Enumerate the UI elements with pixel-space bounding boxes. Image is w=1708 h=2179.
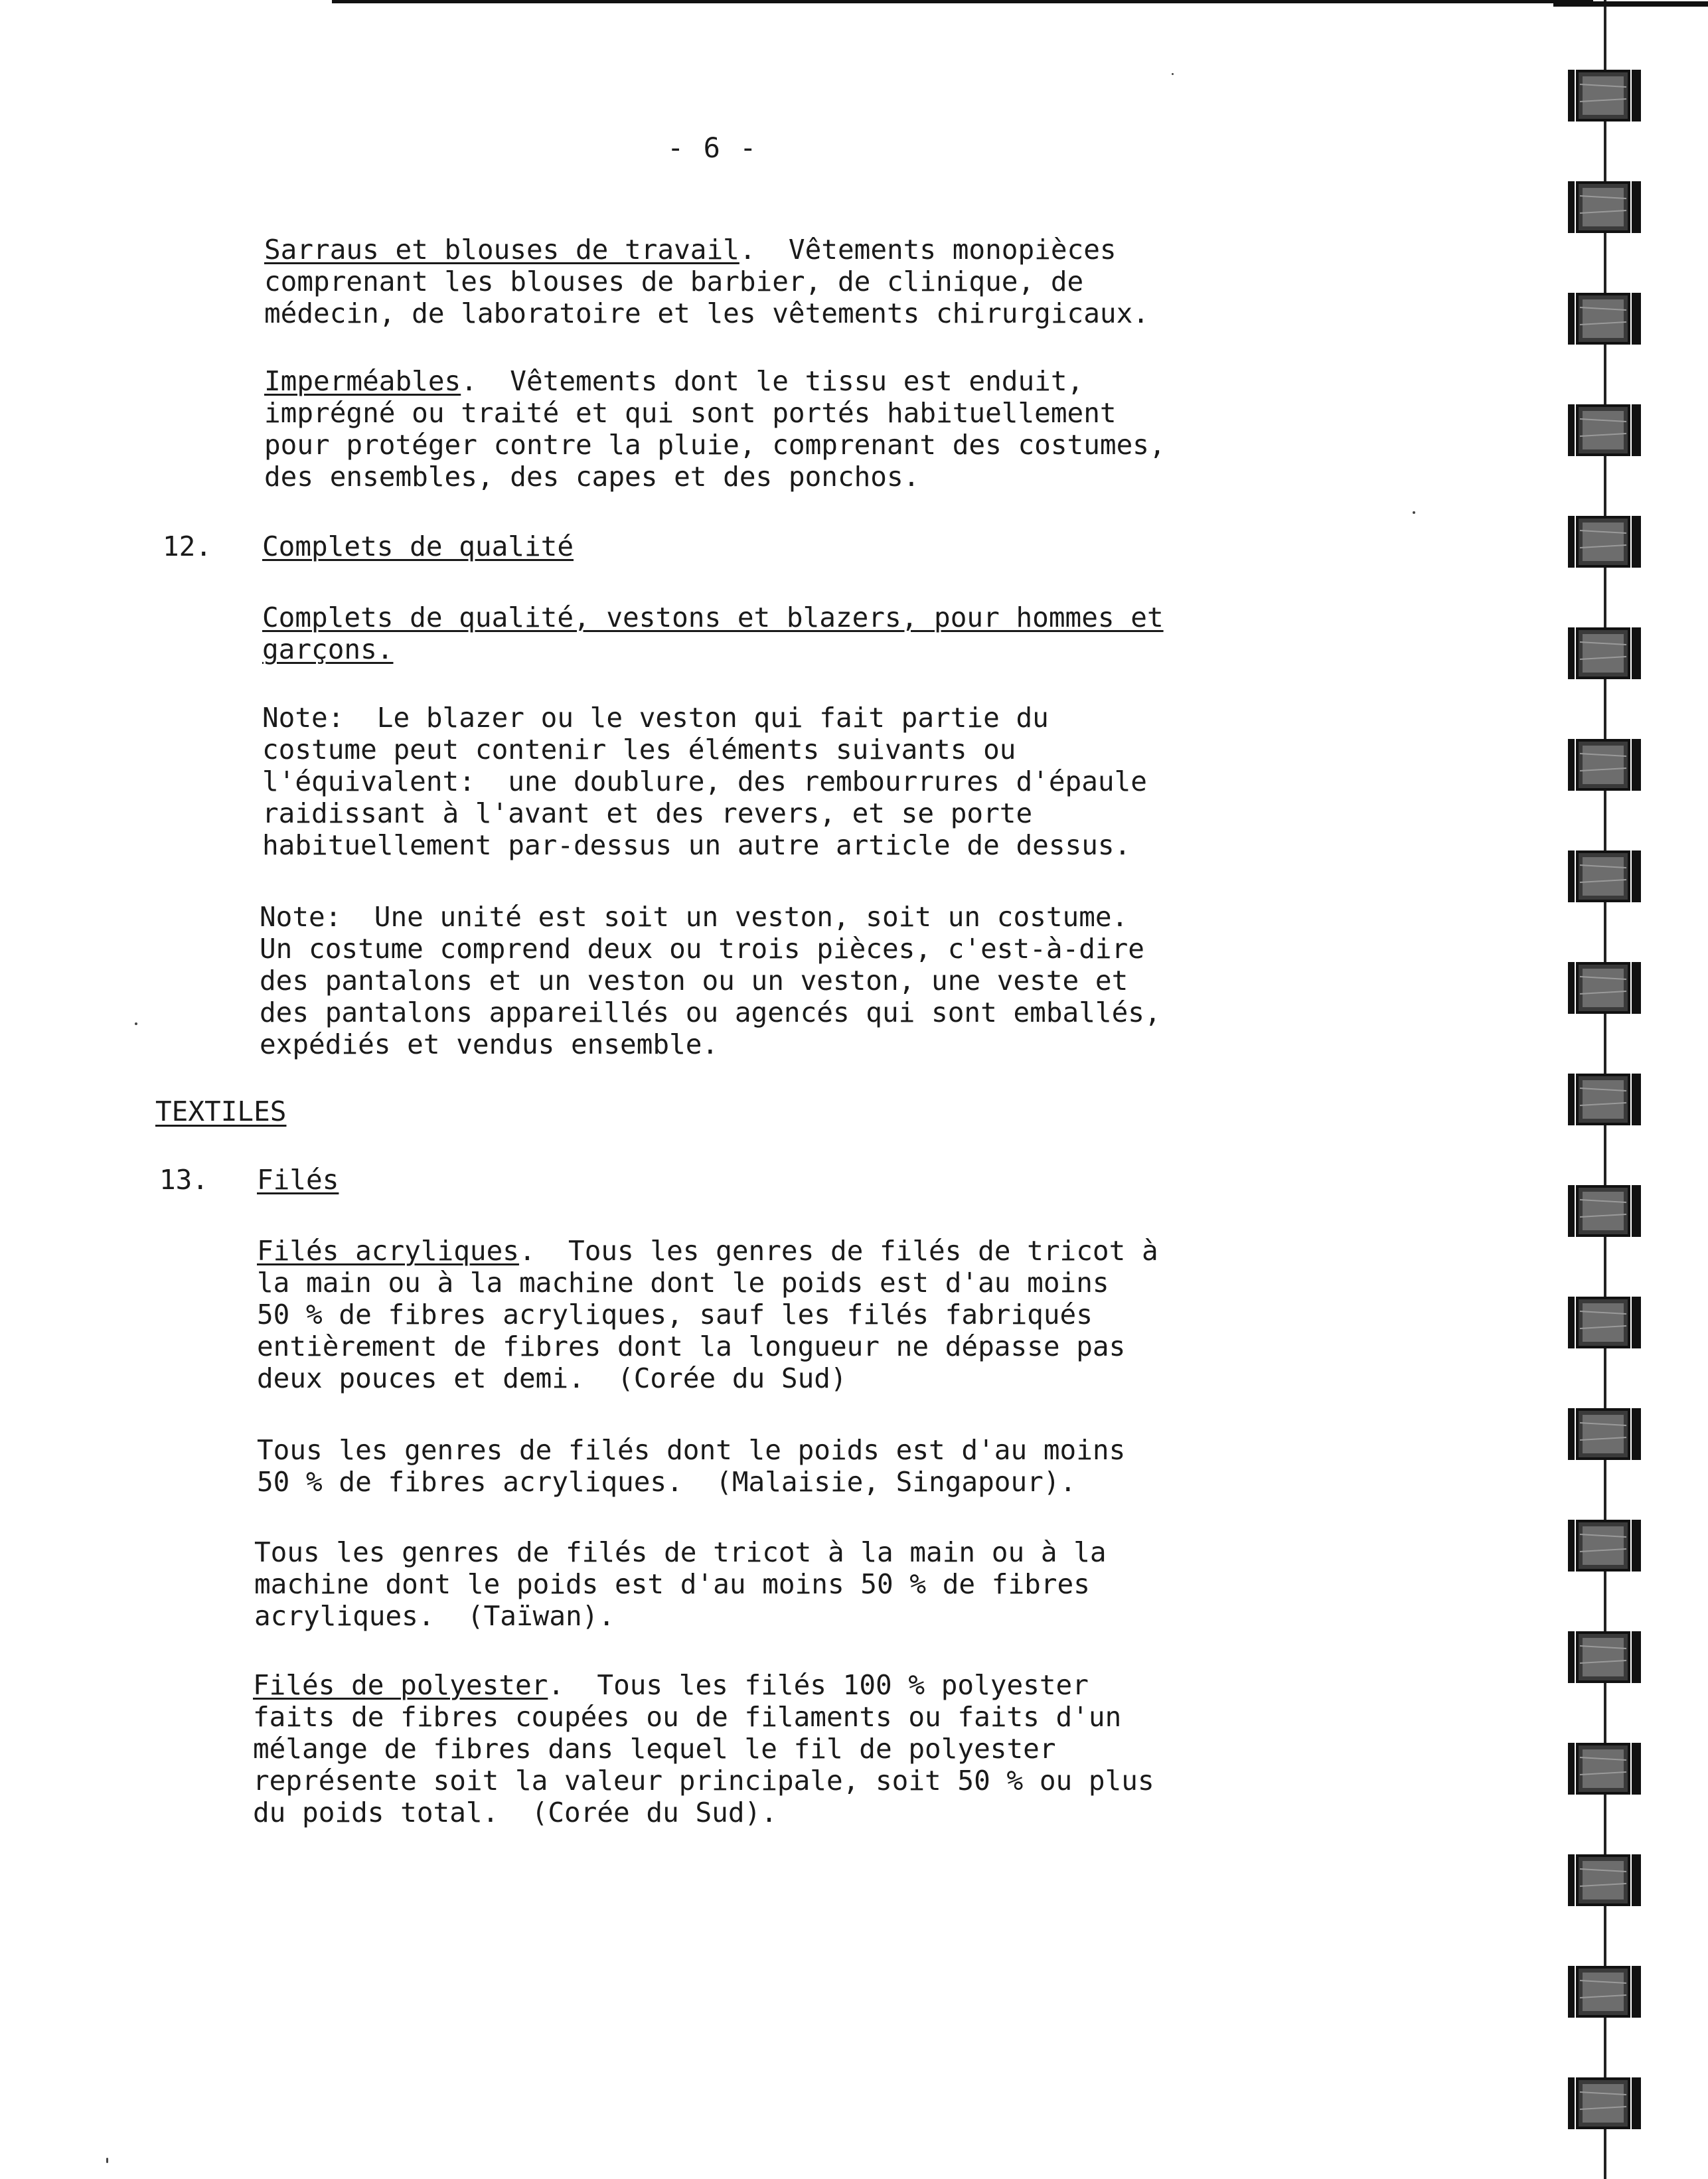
note2-line2: Un costume comprend deux ou trois pièces, c'est-à-dire xyxy=(260,933,1144,965)
ring-left-bar xyxy=(1568,1408,1575,1460)
files-acryliques-heading: Filés acryliques xyxy=(257,1235,519,1267)
item-12-number: 12. xyxy=(163,530,212,562)
spiral-ring xyxy=(1568,1743,1641,1795)
ring-left-bar xyxy=(1568,181,1575,233)
note2-line1: Note: Une unité est soit un veston, soit un costume. xyxy=(260,901,1128,933)
sarraus-line3: médecin, de laboratoire et les vêtements chirurgicaux. xyxy=(264,297,1149,329)
spiral-ring xyxy=(1568,739,1641,791)
ring-left-bar xyxy=(1568,293,1575,345)
ring-highlight xyxy=(1583,1303,1624,1342)
ring-right-bar xyxy=(1632,739,1641,791)
acryliques-line3: 50 % de fibres acryliques, sauf les filés fabriqués xyxy=(257,1299,1093,1331)
ring-highlight xyxy=(1583,188,1624,226)
ring-right-bar xyxy=(1632,1520,1641,1572)
spiral-ring xyxy=(1568,404,1641,456)
note1-line2: costume peut contenir les éléments suivants ou xyxy=(262,734,1016,766)
impermeables-line4: des ensembles, des capes et des ponchos. xyxy=(264,461,920,493)
sarraus-paragraph xyxy=(264,234,1149,329)
note2-line3: des pantalons et un veston ou un veston, une veste et xyxy=(260,965,1128,997)
spiral-binding xyxy=(1553,0,1708,2179)
spiral-ring xyxy=(1568,2077,1641,2129)
ring-left-bar xyxy=(1568,1520,1575,1572)
ring-highlight xyxy=(1583,411,1624,449)
ring-right-bar xyxy=(1632,850,1641,902)
para3-line3: acryliques. (Taïwan). xyxy=(254,1600,615,1632)
ring-left-bar xyxy=(1568,739,1575,791)
ring-left-bar xyxy=(1568,70,1575,121)
para3-line2: machine dont le poids est d'au moins 50 % de fibres xyxy=(254,1568,1090,1600)
impermeables-line2: imprégné ou traité et qui sont portés habituellement xyxy=(264,397,1117,429)
ring-highlight xyxy=(1583,2084,1624,2123)
acryliques-line5: deux pouces et demi. (Corée du Sud) xyxy=(257,1362,847,1394)
ring-right-bar xyxy=(1632,1185,1641,1237)
spiral-ring xyxy=(1568,1631,1641,1683)
polyester-line5: du poids total. (Corée du Sud). xyxy=(253,1797,777,1828)
spiral-ring xyxy=(1568,1297,1641,1348)
spiral-ring xyxy=(1568,516,1641,568)
ring-highlight xyxy=(1583,1415,1624,1453)
ring-highlight xyxy=(1583,1526,1624,1565)
ring-left-bar xyxy=(1568,1854,1575,1906)
ring-right-bar xyxy=(1632,2077,1641,2129)
item-12-subheading xyxy=(262,602,1164,665)
sarraus-line2: comprenant les blouses de barbier, de clinique, de xyxy=(264,266,1084,297)
spiral-ring xyxy=(1568,962,1641,1014)
ring-right-bar xyxy=(1632,1297,1641,1348)
spiral-ring xyxy=(1568,293,1641,345)
para3-line1: Tous les genres de filés de tricot à la main ou à la xyxy=(254,1536,1107,1568)
ring-right-bar xyxy=(1632,1631,1641,1683)
note2-line4: des pantalons appareillés ou agencés qui sont emballés, xyxy=(260,997,1161,1028)
ring-right-bar xyxy=(1632,962,1641,1014)
spiral-ring xyxy=(1568,1966,1641,2018)
ring-left-bar xyxy=(1568,1185,1575,1237)
item-13-number: 13. xyxy=(159,1164,209,1196)
spiral-ring xyxy=(1568,1408,1641,1460)
ring-left-bar xyxy=(1568,627,1575,679)
scan-speck xyxy=(1413,511,1415,514)
ring-left-bar xyxy=(1568,1631,1575,1683)
para2-line2: 50 % de fibres acryliques. (Malaisie, Singapour). xyxy=(257,1466,1077,1498)
ring-left-bar xyxy=(1568,850,1575,902)
item-13-title: Filés xyxy=(257,1164,339,1196)
ring-right-bar xyxy=(1632,1966,1641,2018)
ring-left-bar xyxy=(1568,1743,1575,1795)
spiral-ring xyxy=(1568,627,1641,679)
para2-line1: Tous les genres de filés dont le poids est d'au moins xyxy=(257,1434,1126,1466)
ring-highlight xyxy=(1583,1861,1624,1899)
ring-highlight xyxy=(1583,1080,1624,1119)
top-edge-line xyxy=(332,0,1593,3)
spiral-ring xyxy=(1568,181,1641,233)
ring-highlight xyxy=(1583,76,1624,115)
files-paragraph-3 xyxy=(254,1536,1107,1632)
ring-right-bar xyxy=(1632,181,1641,233)
ring-highlight xyxy=(1583,857,1624,896)
ring-right-bar xyxy=(1632,1854,1641,1906)
polyester-line1: . Tous les filés 100 % polyester xyxy=(548,1669,1089,1701)
impermeables-line1: . Vêtements dont le tissu est enduit, xyxy=(461,365,1084,397)
acryliques-line4: entièrement de fibres dont la longueur ne dépasse pas xyxy=(257,1331,1126,1362)
ring-highlight xyxy=(1583,1973,1624,2011)
ring-right-bar xyxy=(1632,1408,1641,1460)
ring-left-bar xyxy=(1568,1297,1575,1348)
note1-line1: Note: Le blazer ou le veston qui fait partie du xyxy=(262,702,1049,734)
ring-right-bar xyxy=(1632,627,1641,679)
files-polyester-paragraph xyxy=(253,1669,1154,1828)
ring-right-bar xyxy=(1632,293,1641,345)
spiral-ring xyxy=(1568,70,1641,121)
item-12-subheading-line1: Complets de qualité, vestons et blazers, pour hommes et xyxy=(262,602,1164,633)
ring-highlight xyxy=(1583,1638,1624,1676)
item-12-note-1 xyxy=(262,702,1147,861)
impermeables-heading: Imperméables xyxy=(264,365,461,397)
ring-right-bar xyxy=(1632,70,1641,121)
spiral-ring xyxy=(1568,1185,1641,1237)
item-12-title: Complets de qualité xyxy=(262,530,574,562)
ring-left-bar xyxy=(1568,962,1575,1014)
spiral-ring xyxy=(1568,1074,1641,1125)
item-12-note-2 xyxy=(260,901,1161,1060)
ring-left-bar xyxy=(1568,1074,1575,1125)
impermeables-paragraph xyxy=(264,365,1166,493)
polyester-line4: représente soit la valeur principale, soit 50 % ou plus xyxy=(253,1765,1154,1797)
polyester-line3: mélange de fibres dans lequel le fil de polyester xyxy=(253,1733,1056,1765)
acryliques-line1: . Tous les genres de filés de tricot à xyxy=(518,1235,1158,1267)
scan-speck xyxy=(135,1022,137,1025)
ring-highlight xyxy=(1583,1749,1624,1788)
ring-right-bar xyxy=(1632,1743,1641,1795)
ring-left-bar xyxy=(1568,516,1575,568)
ring-left-bar xyxy=(1568,1966,1575,2018)
ring-right-bar xyxy=(1632,1074,1641,1125)
ring-highlight xyxy=(1583,746,1624,784)
sarraus-heading: Sarraus et blouses de travail xyxy=(264,234,739,266)
ring-highlight xyxy=(1583,969,1624,1007)
ring-left-bar xyxy=(1568,404,1575,456)
spiral-ring xyxy=(1568,1520,1641,1572)
files-paragraph-2 xyxy=(257,1434,1125,1498)
scan-speck xyxy=(1172,73,1174,75)
acryliques-line2: la main ou à la machine dont le poids est d'au moins xyxy=(257,1267,1109,1299)
files-acryliques-paragraph xyxy=(257,1235,1158,1394)
spiral-ring xyxy=(1568,850,1641,902)
note1-line3: l'équivalent: une doublure, des rembourrures d'épaule xyxy=(262,766,1147,797)
note1-line5: habituellement par-dessus un autre article de dessus. xyxy=(262,829,1131,861)
item-12-subheading-line2: garçons. xyxy=(262,633,394,665)
ring-highlight xyxy=(1583,523,1624,561)
sarraus-line1: . Vêtements monopièces xyxy=(739,234,1117,266)
spiral-ring xyxy=(1568,1854,1641,1906)
ring-highlight xyxy=(1583,1192,1624,1230)
impermeables-line3: pour protéger contre la pluie, comprenant des costumes, xyxy=(264,429,1166,461)
page-number: - 6 - xyxy=(667,131,758,164)
note2-line5: expédiés et vendus ensemble. xyxy=(260,1028,719,1060)
textiles-heading: TEXTILES xyxy=(155,1095,287,1127)
ring-right-bar xyxy=(1632,516,1641,568)
ring-highlight xyxy=(1583,634,1624,673)
polyester-line2: faits de fibres coupées ou de filaments ou faits d'un xyxy=(253,1701,1122,1733)
files-polyester-heading: Filés de polyester xyxy=(253,1669,548,1701)
scan-speck xyxy=(106,2158,108,2163)
ring-highlight xyxy=(1583,299,1624,338)
ring-left-bar xyxy=(1568,2077,1575,2129)
note1-line4: raidissant à l'avant et des revers, et se porte xyxy=(262,797,1033,829)
ring-right-bar xyxy=(1632,404,1641,456)
